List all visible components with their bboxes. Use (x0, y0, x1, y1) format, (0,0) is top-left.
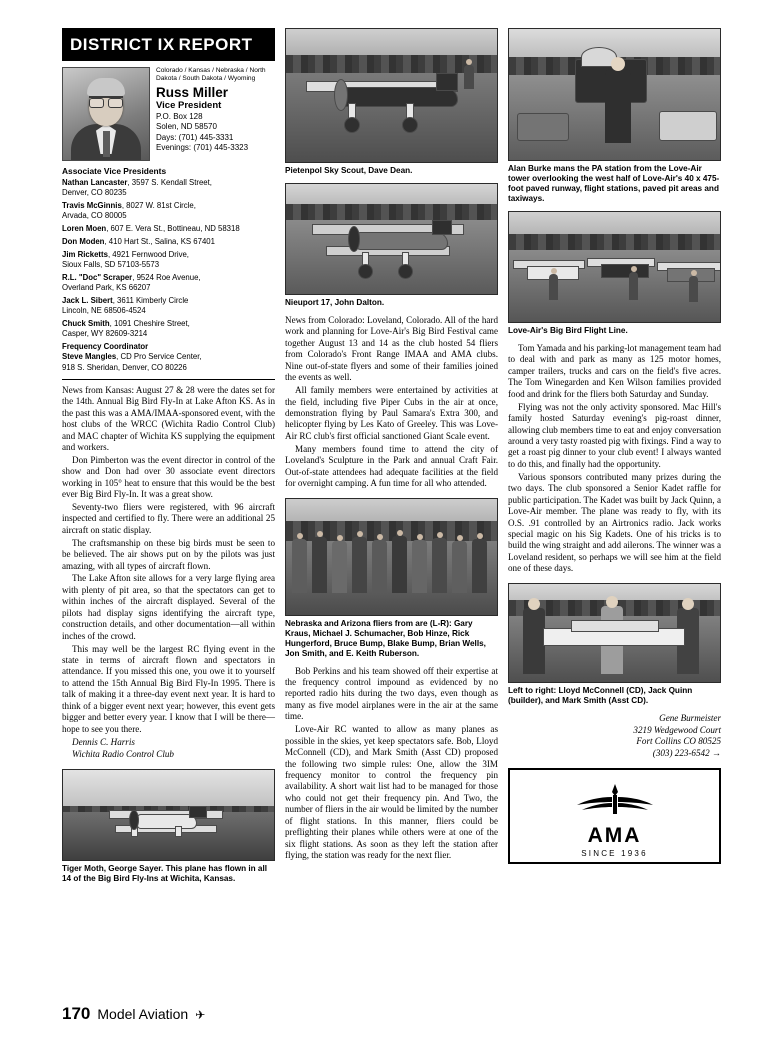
caption-nieuport: Nieuport 17, John Dalton. (285, 298, 385, 307)
officer-block (62, 67, 275, 161)
article-paragraph: Bob Perkins and his team showed off their expertise at the frequency control impound as evidenced by no reported radio hits during the two days, even though as many as five model airplanes were in the air at the same time. (285, 665, 498, 722)
article-signature-club: Wichita Radio Control Club (72, 749, 174, 760)
district-report-masthead (62, 28, 275, 61)
colorado-article-part2 (285, 666, 498, 862)
freq-name: Steve Mangles (62, 352, 117, 362)
avp-name: Jack L. Sibert (62, 295, 113, 305)
caption-flight-line: Love-Air's Big Bird Flight Line. (508, 326, 628, 335)
article-paragraph: Seventy-two fliers were registered, with 96 aircraft inspected and certified to fly. There were an additional 25 aircraft on static display. (62, 502, 275, 535)
three-column-layout (62, 28, 722, 990)
masthead-district: DISTRICT IX (70, 35, 175, 54)
article-paragraph: All family members were entertained by activities at the field, including five Piper Cubs in the air at once, demonstration flying by Paul Samara's Extra 300, and helicopter flying by Les Kato of Greeley. This was Love-Air RC club's first official sanctioned Giant Scale event. (285, 385, 498, 441)
colorado-article-part1 (285, 315, 498, 490)
frequency-coordinator-block (62, 342, 275, 373)
avp-item (62, 237, 275, 247)
avp-line1: , 8027 W. 81st Circle, (121, 201, 196, 211)
officer-phone-evenings: Evenings: (701) 445-3323 (156, 142, 249, 152)
officer-info (156, 67, 275, 161)
avp-line2: Denver, CO 80235 (62, 188, 127, 198)
article-paragraph: News from Kansas: August 27 & 28 were the dates set for the 14th. Annual Big Bird Fly-In at Lake Afton KS. As in the past this was a AMA/IMAA-sponsored event, with the host clubs of the WRCC (Wichita Radio Control Club) and MAC chapter of Wichita KS supplying the equipment and workers. (62, 384, 275, 453)
officer-address-2: Solen, ND 58570 (156, 122, 217, 132)
avp-line2: Lincoln, NE 68506-4524 (62, 306, 146, 316)
signature-address-2: Fort Collins CO 80525 (636, 736, 721, 747)
avp-name: Chuck Smith (62, 318, 110, 328)
caption-alan-burke: Alan Burke mans the PA station from the Love-Air tower overlooking the west half of Love-Air's 40 x 475-foot paved runway, flight stations, paved pit areas and taxiways. (508, 164, 720, 203)
photo-tiger-moth (62, 769, 275, 861)
avp-item (62, 178, 275, 199)
avp-line2: Overland Park, KS 66207 (62, 283, 151, 293)
avp-item (62, 319, 275, 340)
avp-line1: , 9524 Roe Avenue, (132, 272, 201, 282)
article-paragraph: Many members found time to attend the city of Loveland's Sculpture in the Park and annual Craft Fair. Out-of-state attendees had adequate facilities at the field for overnight camping. A fun time for all who attended. (285, 443, 498, 489)
caption-pietenpol: Pietenpol Sky Scout, Dave Dean. (285, 166, 413, 175)
signature-name: Gene Burmeister (659, 712, 721, 723)
article-paragraph: News from Colorado: Loveland, Colorado. All of the hard work and planning for Love-Air's Big Bird Festival came together August 13 and 14 as the club hosted 54 fliers from Colorado's Front Range IMAA and AMA clubs. Nine out-of-state flyers and some of their families joined the events as well. (285, 315, 498, 383)
freq-heading: Frequency Coordinator (62, 341, 149, 351)
photo-alan-burke-pa-station (508, 28, 721, 161)
article-paragraph: This may well be the largest RC flying event in the state in terms of aircraft flown and spectators in attendance. If you missed this one, you owe it to yourself to attend the 15th Annual Big Bird Fly-In 1995. There is talk of making it a three-day event next year. It is hard to think of a bigger event next year; however, this event gets bigger and better every year. I know that I will be there—hope to see you there. (62, 643, 275, 734)
avp-line2: Casper, WY 82609-3214 (62, 329, 148, 339)
freq-line1: , CD Pro Service Center, (116, 352, 202, 362)
photo-group-fliers (285, 498, 498, 616)
kansas-article (62, 385, 275, 761)
avp-line1: , 410 Hart St., Salina, KS 67401 (104, 236, 215, 246)
caption-three-men: Left to right: Lloyd McConnell (CD), Jack Quinn (builder), and Mark Smith (Asst CD). (508, 685, 693, 705)
avp-line1: , 3597 S. Kendall Street, (127, 178, 212, 187)
avp-name: Loren Moen (62, 224, 107, 234)
article-paragraph: Love-Air RC wanted to allow as many planes as possible in the skies, yet keep spectators safe. Bob, Lloyd McConnell (CD), and Mark Smith (Asst CD) proposed the following two simple rules: One, allow the 3IM frequency monitor to control the frequency pin availability. A short wait list had to be managed for those who could not get their frequency pin. And Two, the number of fliers in the air would be limited by the number of flight stations. In this manner, fliers could be preflighting their planes while others were at one of the six flight stations. As soon as they left the station after flying, the station was ready for the next flier. (285, 724, 498, 861)
photo-flight-line (508, 211, 721, 323)
avp-line1: , 4921 Fernwood Drive, (107, 249, 189, 259)
avp-line1: , 1091 Cheshire Street, (109, 318, 190, 328)
freq-line2: 918 S. Sheridan, Denver, CO 80226 (62, 362, 187, 372)
signature-phone: (303) 223-6542 → (652, 748, 721, 759)
masthead-report: REPORT (178, 35, 253, 54)
article-paragraph: The Lake Afton site allows for a very large flying area with plenty of pit area, so that the spectators can get to within inches of the aircraft displayed. Several of the pilots had display signs identifying the aircraft type, construction details, and other documentation—all within inches of the crowd. (62, 573, 275, 641)
avp-line1: , 3611 Kimberly Circle (112, 295, 189, 305)
avp-line1: , 607 E. Vera St., Bottineau, ND 58318 (106, 224, 240, 234)
ama-logo-text: AMA (587, 824, 642, 848)
article-paragraph: Flying was not the only activity sponsored. Mac Hill's family hosted Saturday evening's pig-roast dinner, allowing club members time to eat and enjoy conversation around a very tasty roasted pig with fixings. Find a way to get a roast pig dinner to your club event! I always wanted to do this, and finally had the opportunity. (508, 401, 721, 469)
avp-name: R.L. "Doc" Scraper (62, 272, 133, 282)
avp-item (62, 273, 275, 294)
caption-group-fliers: Nebraska and Arizona fliers from are (L-R): Gary Kraus, Michael J. Schumacher, Bob Hinze, Rick Hungerford, Bruce Bump, Blake Bump, Brian Wells, Jon Smith, and E. Keith Ruberson. (285, 618, 486, 658)
ama-wings-icon (576, 782, 654, 816)
officer-phone-days: Days: (701) 445-3331 (156, 132, 234, 142)
ama-since-text: SINCE 1936 (581, 849, 648, 859)
avp-name: Don Moden (62, 236, 105, 246)
avp-item (62, 296, 275, 317)
ama-logo-box (508, 768, 721, 864)
photo-nieuport-17 (285, 183, 498, 295)
airplane-icon: ✈ (195, 1008, 206, 1022)
column-right (508, 28, 721, 990)
officer-title: Vice President (156, 99, 222, 111)
avp-name: Nathan Lancaster (62, 178, 128, 187)
article-paragraph: The craftsmanship on these big birds must be seen to be believed. The air shows put on by the pilots was just amazing, with all types of aircraft flown. (62, 537, 275, 571)
divider (62, 379, 275, 380)
colorado-signature (508, 713, 721, 760)
article-signature-name: Dennis C. Harris (72, 736, 135, 747)
photo-three-men-with-plane (508, 583, 721, 683)
avp-line2: Arvada, CO 80005 (62, 211, 127, 221)
district-states: Colorado / Kansas / Nebraska / North Dakota / South Dakota / Wyoming (156, 67, 266, 83)
avp-list (62, 178, 275, 373)
photo-pietenpol-sky-scout (285, 28, 498, 163)
column-center (285, 28, 498, 990)
article-paragraph: Don Pimberton was the event director in control of the show and Don had over 30 associate event directors working in 105° heat to ensure that this would be the best ever Big Bird Fly-In. It was a great show. (62, 454, 275, 500)
avp-name: Jim Ricketts (62, 249, 108, 259)
vice-president-portrait (62, 67, 150, 161)
avp-item (62, 224, 275, 234)
signature-address-1: 3219 Wedgewood Court (633, 724, 721, 735)
colorado-article-part3 (508, 343, 721, 575)
avp-item (62, 201, 275, 222)
article-paragraph: Various sponsors contributed many prizes during the two days. The club sponsored a Senior Kadet raffle for public participation. The Kadet was built by Jack Quinn, a Love-Air member. The plane was ready to fly, with its O.S. .91 controlled by an Airtronics radio. Jack works special magic on his Sig Kadets. One of his tricks is to build the wing straight and add ailerons. The winner was a Loveland resident, so perhaps we will see him at the field one of these days. (508, 471, 721, 574)
avp-item (62, 250, 275, 271)
magazine-name: Model Aviation (97, 1006, 189, 1022)
article-paragraph: Tom Yamada and his parking-lot management team had to deal with and park as many as 125 motor homes, camper trailers, trucks and cars on the field's five acres. The Tom Winegarden and Ken Wilson families provided food and drink for the fliers both Saturday and Sunday. (508, 343, 721, 399)
caption-tiger-moth: Tiger Moth, George Sayer. This plane has flown in all 14 of the Big Bird Fly-Ins at Wichita, Kansas. (62, 863, 268, 883)
page-number: 170 (62, 1004, 91, 1023)
officer-name: Russ Miller (156, 85, 229, 101)
column-left (62, 28, 275, 990)
officer-address-1: P.O. Box 128 (156, 112, 203, 122)
avp-name: Travis McGinnis (62, 201, 122, 211)
avp-heading: Associate Vice Presidents (62, 166, 167, 176)
page-footer (62, 1004, 205, 1024)
avp-line2: Sioux Falls, SD 57103-5573 (62, 259, 160, 269)
